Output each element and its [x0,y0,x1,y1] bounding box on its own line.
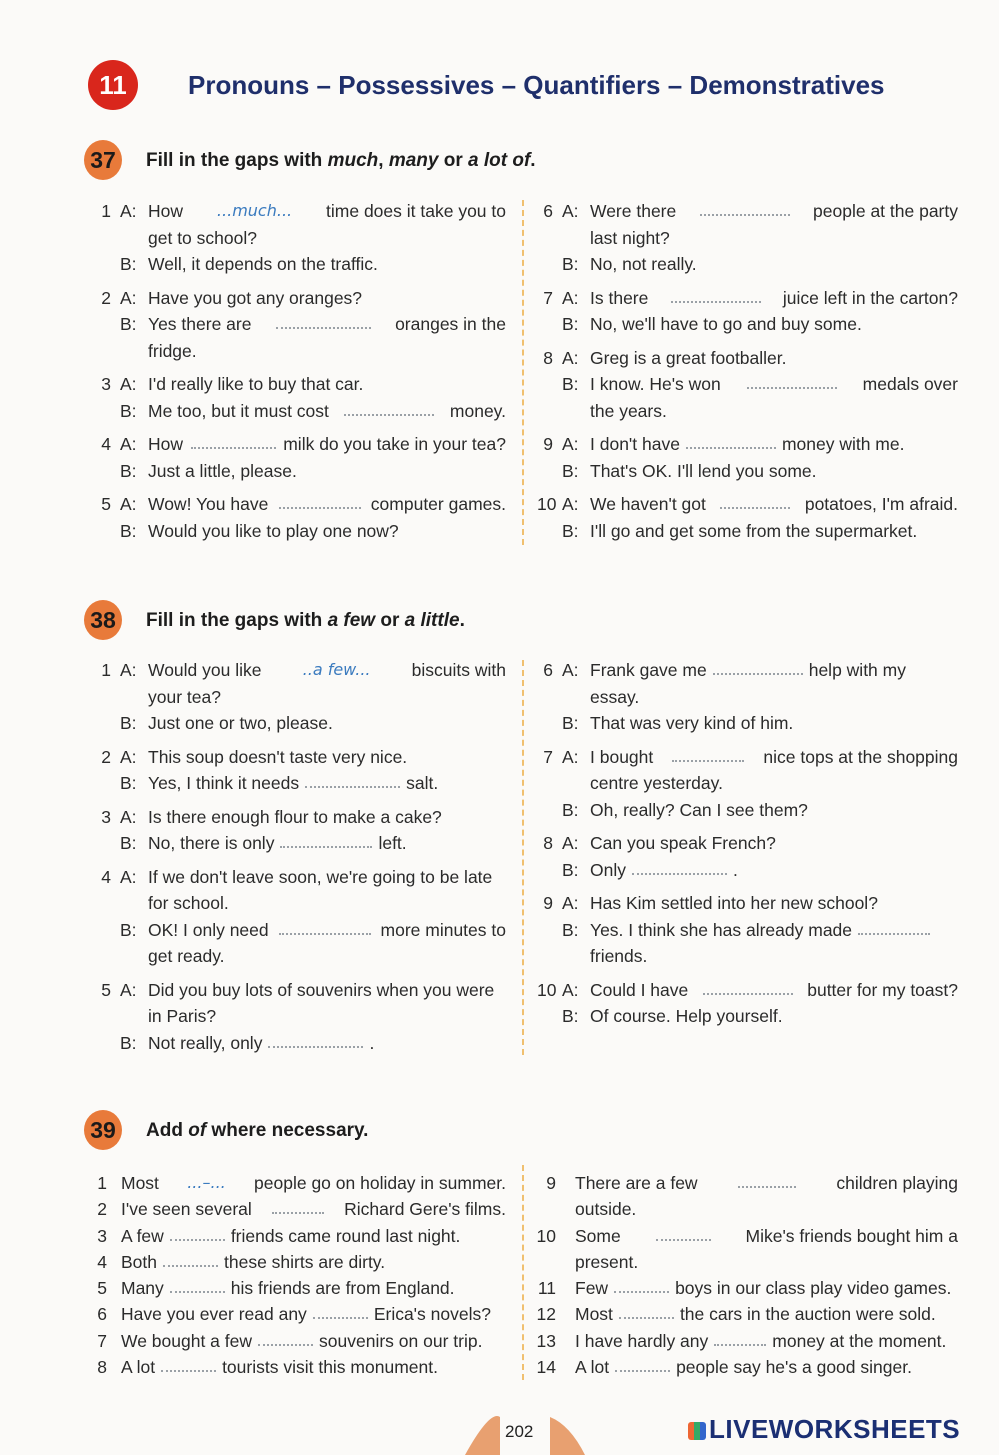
text: the cars in the auction were sold. [679,1304,936,1325]
item-number: 2 [101,746,111,767]
exercise-item [95,657,506,737]
exercise-item [95,491,506,544]
speaker-label: A: [120,201,137,221]
text: oranges in the [395,314,506,334]
speaker-label: B: [120,254,137,274]
text: for school. [148,893,229,913]
page-tab-right-shape [550,1417,585,1455]
exercise-item [95,864,506,970]
text: biscuits with [411,660,506,680]
text: Can you speak French? [590,833,776,853]
text: milk do you take in your tea? [283,434,506,454]
text: I've seen several [121,1199,252,1220]
text: Yes. I think she has already made [590,919,853,940]
text: Just a little, please. [148,460,297,481]
exercise-37-right-column [537,198,958,551]
text: the years. [590,400,667,421]
text: Not really, only [148,1032,263,1053]
title-text: or [375,610,405,631]
item-number: 9 [546,1173,556,1193]
text: Many [121,1278,164,1299]
item-number: 1 [101,660,111,680]
text: No, not really. [590,254,697,274]
item-number: 10 [536,1225,556,1246]
speaker-label: A: [120,287,137,308]
item-number: 2 [101,287,111,308]
text: Well, it depends on the traffic. [148,254,378,274]
item-number: 3 [97,1225,107,1246]
answer-gap[interactable] [619,1301,674,1319]
text: money. [449,400,506,421]
answer-gap[interactable] [858,917,930,935]
text: I know. He's won [590,374,721,394]
answer-gap[interactable] [163,1249,218,1267]
exercise-number: 37 [90,146,116,173]
text: Erica's novels? [373,1304,491,1325]
text: butter for my toast? [807,979,958,1000]
item-number: 12 [536,1304,556,1325]
unit-title: Pronouns – Possessives – Quantifiers – Demonstratives [188,70,885,100]
exercise-badge-39 [84,1110,122,1150]
text: No, we'll have to go and buy some. [590,314,862,334]
speaker-label: A: [120,806,137,827]
answer-gap[interactable] [170,1223,225,1241]
answer-gap[interactable] [713,657,803,675]
speaker-label: B: [120,314,137,334]
text: get to school? [148,227,257,248]
speaker-label: B: [562,859,579,880]
exercise-37-left-column [95,198,506,551]
exercise-number: 38 [90,606,116,633]
speaker-label: B: [562,520,579,541]
exercise-item [95,1223,506,1249]
text: Few [575,1278,609,1299]
item-number: 9 [543,434,553,454]
exercise-item [536,1223,958,1276]
exercise-item [95,1249,506,1275]
title-keyword: a lot of [468,150,531,171]
text: . [732,859,738,880]
exercise-item [95,198,506,278]
item-number: 6 [543,660,553,680]
title-text: Fill in the gaps with [146,610,328,631]
item-number: 8 [97,1357,107,1378]
exercise-item [95,804,506,857]
liveworksheets-logo [688,1414,960,1445]
exercise-item [537,198,958,278]
answer-gap[interactable] [615,1354,670,1372]
exercise-item [95,1328,506,1354]
text: That was very kind of him. [590,713,794,733]
column-divider [522,1165,524,1380]
item-number: 13 [536,1330,556,1351]
item-number: 10 [537,494,557,514]
text: No, there is only [148,833,275,853]
text: tourists visit this monument. [222,1357,438,1378]
answer-gap[interactable] [672,744,744,762]
speaker-label: B: [120,919,137,940]
item-number: 14 [536,1357,556,1378]
answer-gap[interactable]: ...much... [216,201,293,220]
answer-gap[interactable] [703,977,793,995]
text: Have you got any oranges? [148,287,363,308]
title-keyword: of [188,1120,207,1141]
item-number: 1 [97,1173,107,1193]
text: Just one or two, please. [148,713,333,733]
speaker-label: A: [120,494,137,514]
answer-gap[interactable] [170,1275,225,1293]
column-divider [522,660,524,1055]
exercise-number: 39 [90,1116,116,1143]
text: There are a few [575,1173,698,1193]
answer-gap[interactable] [344,398,434,416]
speaker-label: B: [562,314,579,334]
item-number: 4 [101,434,111,454]
text: people go on holiday in summer. [254,1173,506,1193]
exercise-38-left-column [95,657,506,1063]
title-text: Fill in the gaps with [146,150,328,171]
speaker-label: A: [120,979,137,1000]
answer-gap[interactable]: ...–... [187,1173,226,1192]
text: Most [575,1304,613,1325]
text: juice left in the carton? [782,287,958,308]
text: left. [378,833,407,853]
item-number: 9 [543,893,553,913]
exercise-item [95,431,506,484]
text: We haven't got [590,494,706,514]
text: Yes, I think it needs [148,773,300,793]
answer-gap[interactable] [714,1328,766,1346]
speaker-label: B: [120,1032,137,1053]
text: OK! I only need [148,919,269,940]
text: Would you like [148,660,262,680]
text: children playing [836,1173,958,1193]
text: I'd really like to buy that car. [148,374,364,394]
item-number: 8 [543,347,553,368]
text: Some [575,1225,621,1246]
text: Most [121,1173,159,1193]
text: Greg is a great footballer. [590,347,787,368]
item-number: 6 [97,1304,107,1325]
text: How [148,201,184,221]
text: get ready. [148,946,225,966]
text: present. [575,1251,639,1272]
text: people say he's a good singer. [676,1357,912,1378]
exercise-title-38 [146,610,465,632]
title-keyword: many [388,150,439,171]
answer-gap[interactable] [279,917,371,935]
speaker-label: A: [120,866,137,887]
text: That's OK. I'll lend you some. [590,460,817,481]
exercise-38-right-column [537,657,958,1037]
text: I don't have [590,434,680,454]
text: Has Kim settled into her new school? [590,893,878,913]
item-number: 3 [101,806,111,827]
text: . [369,1032,375,1053]
exercise-title-39 [146,1120,368,1142]
exercise-item [537,830,958,883]
speaker-label: B: [120,713,137,733]
text: If we don't leave soon, we're going to be late [148,866,493,887]
unit-number: 11 [99,69,127,100]
answer-gap[interactable] [279,491,361,509]
exercise-item [95,1301,506,1327]
exercise-39-right-column [536,1170,958,1380]
speaker-label: A: [120,746,137,767]
item-number: 10 [537,979,557,1000]
answer-gap[interactable] [268,1030,363,1048]
item-number: 6 [543,201,553,221]
title-keyword: a few [327,610,376,631]
text: these shirts are dirty. [224,1251,386,1272]
text: I'll go and get some from the supermarket. [590,520,918,541]
speaker-label: B: [562,254,579,274]
answer-gap[interactable] [191,431,276,449]
text: Is there [590,287,649,308]
speaker-label: B: [562,374,579,394]
title-keyword: a little [404,610,460,631]
text: Of course. Help yourself. [590,1006,783,1026]
text: Me too, but it must cost [148,400,329,421]
text: I have hardly any [575,1330,709,1351]
text: I bought [590,746,654,767]
answer-gap[interactable] [700,198,790,216]
exercise-item [536,1354,958,1380]
text: Mike's friends bought him a [745,1225,958,1246]
answer-value: a few [312,660,356,679]
answer-gap[interactable] [280,830,372,848]
text: Would you like to play one now? [148,520,399,541]
exercise-39-left-column [95,1170,506,1380]
speaker-label: A: [562,979,579,1000]
text: Wow! You have [148,494,269,514]
text: time does it take you to [326,201,506,221]
title-text: Add [146,1120,189,1141]
item-number: 5 [101,494,111,514]
exercise-badge-37 [84,140,122,180]
title-text: . [530,150,536,171]
exercise-item [537,890,958,970]
speaker-label: B: [562,919,579,940]
speaker-label: A: [562,893,579,913]
text: money with me. [781,434,905,454]
item-number: 4 [101,866,111,887]
exercise-item [95,371,506,424]
exercise-item [95,744,506,797]
speaker-label: A: [562,287,579,308]
item-number: 8 [543,833,553,853]
speaker-label: B: [562,460,579,481]
text: more minutes to [380,919,506,940]
answer-gap[interactable] [671,285,761,303]
text: medals over [862,374,958,394]
speaker-label: B: [562,713,579,733]
exercise-item [95,1196,506,1222]
text: Richard Gere's films. [344,1199,506,1220]
item-number: 4 [97,1251,107,1272]
title-keyword: much [327,150,379,171]
text: souvenirs on our trip. [319,1330,483,1351]
speaker-label: A: [562,660,579,680]
speaker-label: A: [120,434,137,454]
answer-gap[interactable] [720,491,790,509]
exercise-item [95,285,506,365]
text: people at the party [813,201,958,221]
speaker-label: B: [120,400,137,421]
page-tab-left-shape [465,1416,500,1455]
exercise-item [537,285,958,338]
unit-number-badge [88,60,138,110]
text: boys in our class play video games. [675,1278,952,1299]
speaker-label: B: [120,460,137,481]
exercise-item [537,491,958,544]
exercise-item [95,977,506,1057]
exercise-item [95,1275,506,1301]
text: A lot [121,1357,156,1378]
text: Oh, really? Can I see them? [590,799,808,820]
text: Frank gave me [590,660,707,680]
exercise-item [536,1301,958,1327]
column-divider [522,200,524,545]
item-number: 7 [97,1330,107,1351]
item-number: 7 [543,746,553,767]
text: his friends are from England. [230,1278,455,1299]
text: Yes there are [148,314,252,334]
text: Only [590,859,626,880]
text: nice tops at the shopping [763,746,958,767]
text: A lot [575,1357,610,1378]
text: friends. [590,946,648,966]
speaker-label: B: [120,773,137,793]
text: centre yesterday. [590,773,723,793]
text: A few [121,1225,164,1246]
speaker-label: A: [120,660,137,680]
exercise-item [537,977,958,1030]
exercise-item [537,345,958,425]
answer-gap[interactable] [738,1170,796,1188]
answer-gap[interactable] [313,1301,368,1319]
answer-gap[interactable] [258,1328,313,1346]
text: last night? [590,227,670,248]
text: in Paris? [148,1006,217,1026]
text: Could I have [590,979,689,1000]
logo-text: LIVEWORKSHEETS [709,1414,961,1444]
answer-gap[interactable] [656,1223,711,1241]
text: Did you buy lots of souvenirs when you were [148,979,495,1000]
text: Both [121,1251,157,1272]
speaker-label: A: [562,201,579,221]
exercise-item [537,657,958,737]
answer-value: much [232,201,277,220]
speaker-label: A: [562,494,579,514]
speaker-label: A: [562,833,579,853]
text: How [148,434,184,454]
speaker-label: A: [562,746,579,767]
text: essay. [590,686,640,707]
text: potatoes, I'm afraid. [804,494,958,514]
speaker-label: B: [562,1006,579,1026]
text: computer games. [370,494,506,514]
speaker-label: B: [562,799,579,820]
answer-gap[interactable] [161,1354,216,1372]
text: salt. [406,773,439,793]
page-number: 202 [505,1422,534,1441]
text: help with my [808,660,906,680]
item-number: 3 [101,374,111,394]
answer-gap[interactable] [747,371,837,389]
speaker-label: B: [120,833,137,853]
text: Is there enough flour to make a cake? [148,806,442,827]
logo-icon [688,1422,706,1440]
item-number: 5 [97,1278,107,1299]
item-number: 5 [101,979,111,1000]
exercise-item [540,1170,958,1223]
exercise-item [537,431,958,484]
answer-gap[interactable] [632,857,727,875]
title-text: , [378,150,389,171]
speaker-label: B: [120,520,137,541]
exercise-item [537,1275,958,1301]
title-text: where necessary. [206,1120,369,1141]
answer-gap[interactable]: ..a few... [302,660,371,679]
speaker-label: A: [562,347,579,368]
answer-gap[interactable] [276,311,371,329]
answer-gap[interactable] [272,1196,324,1214]
text: fridge. [148,340,197,361]
exercise-badge-38 [84,600,122,640]
exercise-title-37 [146,150,536,172]
item-number: 11 [537,1278,556,1299]
answer-value: – [202,1173,211,1192]
text: We bought a few [121,1330,253,1351]
text: your tea? [148,686,221,707]
exercise-item [95,1354,506,1380]
exercise-item [536,1328,958,1354]
text: This soup doesn't taste very nice. [148,746,408,767]
exercise-item [537,744,958,824]
title-text: . [459,610,465,631]
text: Were there [590,201,677,221]
item-number: 1 [101,201,111,221]
text: money at the moment. [772,1330,947,1351]
title-text: or [438,150,469,171]
speaker-label: A: [120,374,137,394]
text: friends came round last night. [230,1225,461,1246]
item-number: 7 [543,287,553,308]
speaker-label: A: [562,434,579,454]
text: outside. [575,1199,637,1220]
answer-gap[interactable] [305,770,400,788]
answer-gap[interactable] [686,431,776,449]
text: Have you ever read any [121,1304,307,1325]
exercise-item [95,1170,506,1196]
item-number: 2 [97,1199,107,1220]
answer-gap[interactable] [614,1275,669,1293]
